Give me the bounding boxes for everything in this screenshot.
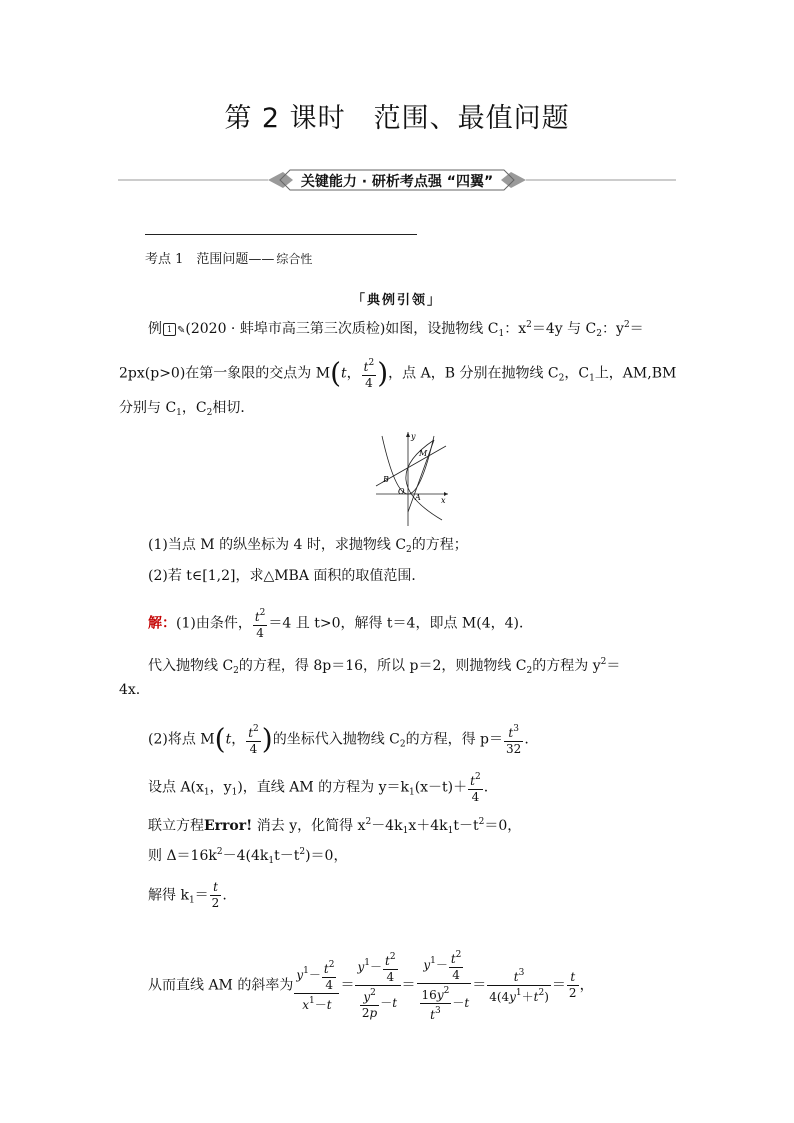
section-label: 考点 1 范围问题—— — [145, 252, 275, 267]
example-line-2: 2px(p>0)在第一象限的交点为 M(t， $\frac{t^2}{4}$ )，点 A，B 分别在抛物线 $C_2$，$C_1$上，AM,BM — [119, 356, 677, 390]
label-x: x — [441, 496, 446, 505]
page-title: 第 2 课时 范围、最值问题 — [224, 103, 570, 134]
solution-line-8: 解得 $k_1=$ $\frac{t}{2}$ . — [148, 880, 227, 910]
example-line-3: 分别与 $C_1$，$C_2$相切． — [119, 400, 255, 418]
section-banner-text: 关键能力 · 研析考点强 “四翼” — [300, 174, 494, 190]
question-1: (1)当点 M 的纵坐标为 4 时，求抛物线 $C_2$的方程； — [148, 537, 468, 555]
pencil-icon: ✎ — [177, 325, 186, 336]
label-b: B — [383, 475, 389, 484]
error-text: Error! — [204, 818, 253, 834]
label-m: M — [419, 449, 428, 458]
label-y: y — [411, 432, 416, 441]
parabola-figure — [368, 428, 452, 528]
solution-line-6: 联立方程Error! 消去 y，化简得 $x^2-4k_1x+4k_1t-t^2=0$， — [148, 817, 522, 836]
example-line-1: 例 1 ✎(2020 · 蚌埠市高三第三次质检)如图，设抛物线 $C_1$：$x^2=4y$ 与 $C_2$：$y^2=$ — [148, 320, 644, 339]
example-prefix: 例 — [148, 321, 162, 337]
solution-label: 解： — [148, 615, 176, 632]
solution-line-3: 4x. — [119, 682, 141, 698]
label-o: O — [398, 487, 405, 496]
section-tag: 综合性 — [276, 252, 313, 266]
solution-line-7: 则 $\Delta=16k^2-4(4k_1t-t^2)=0$， — [148, 847, 348, 866]
solution-line-4: (2)将点 M(t， $\frac{t^2}{4}$ )的坐标代入抛物线 $C_2$的方程，得 p＝ $\frac{t^3}{32}$ . — [148, 722, 529, 756]
solution-line-1: 解：(1)由条件， $\frac{t^2}{4}$ ＝4 且 t>0，解得 t＝4，即点 M(4，4)． — [148, 608, 533, 640]
section-heading — [145, 248, 312, 267]
solution-line-2: 代入抛物线 $C_2$的方程，得 8p＝16，所以 p＝2，则抛物线 $C_2$的方程为 $y^2=$ — [148, 657, 621, 676]
solution-line-9: 从而直线 AM 的斜率为 $y^1-$ $\frac{t^2}{4}$ $x^1-t$ ＝ $y^1-$ $\frac{t^2}{4}$ $\frac{y^2}{2p}$ －t ＝ $y^1-$ $\frac{t^2}{4}$ $\frac{16y^2}{t^3}$ －t ＝ $\frac{t^3}{4(4y^1+t^2)}$ ＝ $\frac{t}{2}$ ， — [148, 950, 594, 1022]
guide-label: 「典例引领」 — [351, 293, 442, 308]
example-number-badge: 1 — [163, 323, 176, 336]
question-2: (2)若 t∈[1,2]，求△MBA 面积的取值范围． — [148, 568, 426, 584]
label-a: A — [415, 493, 421, 502]
section-divider — [145, 234, 417, 235]
solution-line-5: 设点 $A(x_1$，$y_1$)，直线 AM 的方程为 $y=k_1(x-t)+$ $\frac{t^2}{4}$ . — [148, 772, 489, 804]
